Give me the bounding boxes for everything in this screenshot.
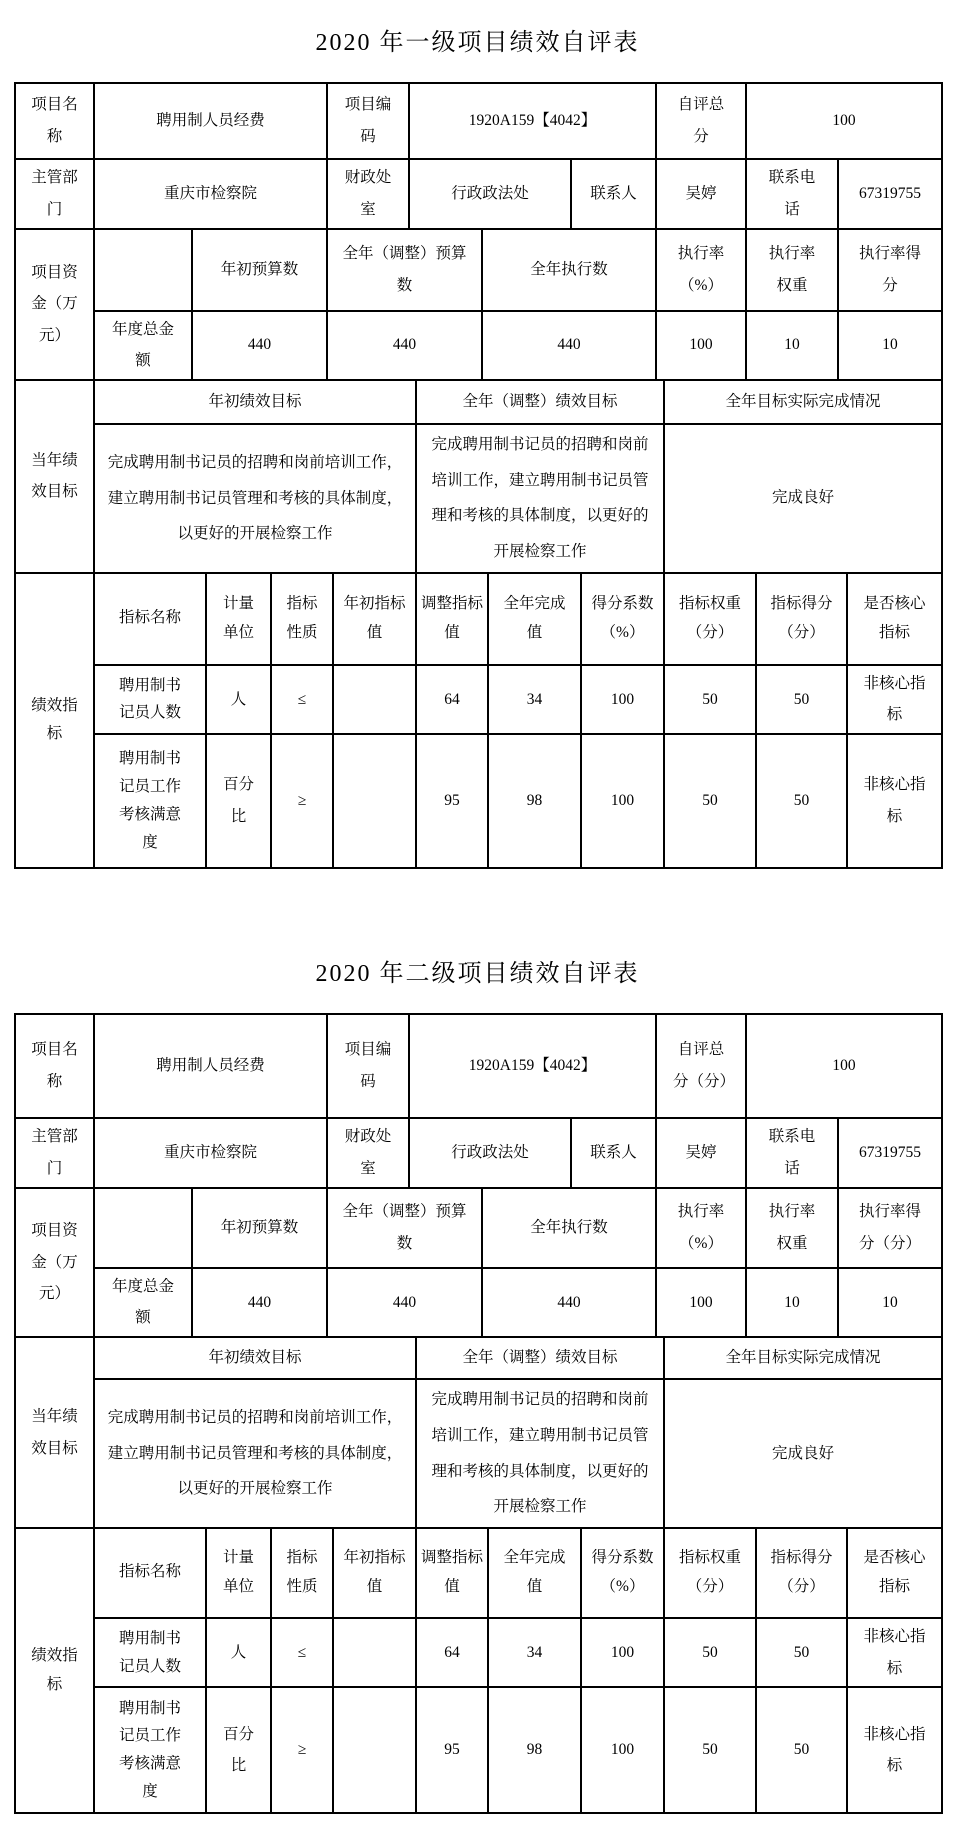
indicator-nature: ≥: [271, 1687, 333, 1813]
table-row: [15, 1337, 942, 1379]
funds-col-header-rate-score: 执行率得分: [838, 229, 942, 311]
indicator-score: 50: [756, 1618, 847, 1688]
goals-col-header-actual: 全年目标实际完成情况: [664, 1337, 942, 1379]
goal-adjusted-text: 完成聘用制书记员的招聘和岗前培训工作，建立聘用制书记员管理和考核的具体制度，以更好的开展检察工作: [416, 424, 664, 573]
indicator-name: 聘用制书记员工作考核满意度: [94, 1687, 206, 1813]
indicator-header-unit: 计量单位: [206, 1528, 271, 1618]
funds-col-header-rate-weight: 执行率权重: [746, 1188, 838, 1268]
funds-col-header-initial-budget: 年初预算数: [192, 229, 327, 311]
funds-value-rate-score: 10: [838, 1268, 942, 1338]
table-row: [15, 1268, 942, 1338]
annual-goals-section: [14, 379, 943, 574]
indicator-header-initial-value: 年初指标值: [333, 573, 416, 665]
funds-col-header-initial-budget: 年初预算数: [192, 1188, 327, 1268]
goals-section-label: 当年绩效目标: [15, 1337, 94, 1528]
funds-value-execution-rate: 100: [656, 311, 746, 381]
table-row: [15, 665, 942, 735]
project-code-label: 项目编码: [327, 83, 409, 159]
table-row: [15, 573, 942, 665]
indicator-header-score-coefficient: 得分系数（%）: [581, 573, 664, 665]
indicator-adjusted-value: 95: [416, 734, 488, 868]
finance-office-value: 行政政法处: [409, 159, 571, 229]
table-row: [15, 311, 942, 381]
contact-value: 吴婷: [656, 1118, 746, 1188]
goal-actual-text: 完成良好: [664, 424, 942, 573]
project-name-label: 项目名称: [15, 83, 94, 159]
funds-value-initial-budget: 440: [192, 1268, 327, 1338]
annual-goals-section: [14, 1336, 943, 1529]
funds-col-header-executed: 全年执行数: [482, 1188, 656, 1268]
goals-col-header-actual: 全年目标实际完成情况: [664, 380, 942, 424]
finance-office-value: 行政政法处: [409, 1118, 571, 1188]
goals-col-header-adjusted: 全年（调整）绩效目标: [416, 1337, 664, 1379]
table-row: [15, 1528, 942, 1618]
phone-label: 联系电话: [746, 1118, 838, 1188]
table-row: [15, 1687, 942, 1813]
table-row: [15, 1014, 942, 1118]
indicator-name: 聘用制书记员人数: [94, 1618, 206, 1688]
contact-value: 吴婷: [656, 159, 746, 229]
indicator-score: 50: [756, 665, 847, 735]
indicator-weight: 50: [664, 1687, 756, 1813]
indicator-unit: 百分比: [206, 734, 271, 868]
indicator-weight: 50: [664, 734, 756, 868]
project-info-section: [14, 82, 943, 230]
funds-value-rate-weight: 10: [746, 311, 838, 381]
project-code-label: 项目编码: [327, 1014, 409, 1118]
indicator-score-coefficient: 100: [581, 734, 664, 868]
indicator-header-weight: 指标权重（分）: [664, 1528, 756, 1618]
self-score-label: 自评总分（分）: [656, 1014, 746, 1118]
goal-adjusted-text: 完成聘用制书记员的招聘和岗前培训工作，建立聘用制书记员管理和考核的具体制度，以更好的开展检察工作: [416, 1379, 664, 1528]
indicators-section-label: 绩效指标: [15, 573, 94, 869]
indicator-adjusted-value: 64: [416, 665, 488, 735]
indicator-unit: 人: [206, 665, 271, 735]
indicator-initial-value: [333, 1687, 416, 1813]
indicator-header-score: 指标得分（分）: [756, 1528, 847, 1618]
indicator-header-score-coefficient: 得分系数（%）: [581, 1528, 664, 1618]
indicator-header-completed-value: 全年完成值: [488, 1528, 581, 1618]
indicator-is-core: 非核心指标: [847, 734, 942, 868]
funds-value-initial-budget: 440: [192, 311, 327, 381]
indicator-unit: 百分比: [206, 1687, 271, 1813]
funds-col-header-adjusted-budget: 全年（调整）预算数: [327, 1188, 482, 1268]
project-funds-section: [14, 228, 943, 382]
indicator-header-adjusted-value: 调整指标值: [416, 1528, 488, 1618]
table-row: [15, 1379, 942, 1528]
evaluation-table: [14, 1013, 941, 1814]
funds-value-rate-score: 10: [838, 311, 942, 381]
table-row: [15, 1188, 942, 1268]
funds-value-execution-rate: 100: [656, 1268, 746, 1338]
indicator-initial-value: [333, 665, 416, 735]
indicator-header-is-core: 是否核心指标: [847, 573, 942, 665]
funds-col-header-execution-rate: 执行率（%）: [656, 1188, 746, 1268]
indicator-name: 聘用制书记员人数: [94, 665, 206, 735]
indicator-nature: ≤: [271, 1618, 333, 1688]
indicator-header-adjusted-value: 调整指标值: [416, 573, 488, 665]
table-row: [15, 734, 942, 868]
funds-col-header-rate-weight: 执行率权重: [746, 229, 838, 311]
indicator-adjusted-value: 64: [416, 1618, 488, 1688]
dept-value: 重庆市检察院: [94, 1118, 327, 1188]
indicator-nature: ≤: [271, 665, 333, 735]
indicator-header-weight: 指标权重（分）: [664, 573, 756, 665]
indicator-score: 50: [756, 734, 847, 868]
indicators-section-label: 绩效指标: [15, 1528, 94, 1814]
table-row: [15, 424, 942, 573]
goal-actual-text: 完成良好: [664, 1379, 942, 1528]
indicator-name: 聘用制书记员工作考核满意度: [94, 734, 206, 868]
indicator-completed-value: 34: [488, 1618, 581, 1688]
indicator-nature: ≥: [271, 734, 333, 868]
project-funds-section: [14, 1187, 943, 1339]
table-row: [15, 1618, 942, 1688]
evaluation-table: [14, 82, 941, 869]
contact-label: 联系人: [571, 1118, 656, 1188]
project-code-value: 1920A159【4042】: [409, 1014, 656, 1118]
indicator-completed-value: 98: [488, 734, 581, 868]
project-code-value: 1920A159【4042】: [409, 83, 656, 159]
indicator-initial-value: [333, 734, 416, 868]
indicator-header-unit: 计量单位: [206, 573, 271, 665]
project-name-value: 聘用制人员经费: [94, 83, 327, 159]
indicator-header-nature: 指标性质: [271, 573, 333, 665]
indicator-header-initial-value: 年初指标值: [333, 1528, 416, 1618]
indicator-score: 50: [756, 1687, 847, 1813]
indicator-is-core: 非核心指标: [847, 665, 942, 735]
funds-row-label-annual-total: 年度总金额: [94, 1268, 192, 1338]
goals-col-header-adjusted: 全年（调整）绩效目标: [416, 380, 664, 424]
goals-col-header-initial: 年初绩效目标: [94, 380, 416, 424]
funds-col-header-execution-rate: 执行率（%）: [656, 229, 746, 311]
indicator-header-is-core: 是否核心指标: [847, 1528, 942, 1618]
evaluation-table-section: [14, 957, 941, 1814]
indicator-is-core: 非核心指标: [847, 1687, 942, 1813]
indicator-completed-value: 34: [488, 665, 581, 735]
self-score-label: 自评总分: [656, 83, 746, 159]
goals-section-label: 当年绩效目标: [15, 380, 94, 573]
funds-col-header-executed: 全年执行数: [482, 229, 656, 311]
table-title: 2020 年二级项目绩效自评表: [315, 961, 640, 988]
finance-office-label: 财政处室: [327, 159, 409, 229]
dept-label: 主管部门: [15, 1118, 94, 1188]
funds-col-header-adjusted-budget: 全年（调整）预算数: [327, 229, 482, 311]
indicator-score-coefficient: 100: [581, 1687, 664, 1813]
indicator-initial-value: [333, 1618, 416, 1688]
funds-empty-cell: [94, 1188, 192, 1268]
project-info-section: [14, 1013, 943, 1189]
funds-value-rate-weight: 10: [746, 1268, 838, 1338]
table-title: 2020 年一级项目绩效自评表: [315, 30, 640, 56]
indicator-header-name: 指标名称: [94, 1528, 206, 1618]
indicators-section: [14, 1527, 943, 1815]
funds-value-adjusted-budget: 440: [327, 311, 482, 381]
indicator-adjusted-value: 95: [416, 1687, 488, 1813]
funds-value-executed: 440: [482, 1268, 656, 1338]
indicator-unit: 人: [206, 1618, 271, 1688]
indicator-header-nature: 指标性质: [271, 1528, 333, 1618]
funds-section-label: 项目资金（万元）: [15, 229, 94, 381]
phone-value: 67319755: [838, 159, 942, 229]
table-row: [15, 229, 942, 311]
funds-empty-cell: [94, 229, 192, 311]
funds-row-label-annual-total: 年度总金额: [94, 311, 192, 381]
indicators-section: [14, 572, 943, 870]
goal-initial-text: 完成聘用制书记员的招聘和岗前培训工作，建立聘用制书记员管理和考核的具体制度，以更好的开展检察工作: [94, 424, 416, 573]
indicator-score-coefficient: 100: [581, 665, 664, 735]
project-name-label: 项目名称: [15, 1014, 94, 1118]
indicator-is-core: 非核心指标: [847, 1618, 942, 1688]
finance-office-label: 财政处室: [327, 1118, 409, 1188]
dept-value: 重庆市检察院: [94, 159, 327, 229]
funds-value-adjusted-budget: 440: [327, 1268, 482, 1338]
table-row: [15, 1118, 942, 1188]
phone-value: 67319755: [838, 1118, 942, 1188]
indicator-weight: 50: [664, 665, 756, 735]
indicator-score-coefficient: 100: [581, 1618, 664, 1688]
funds-col-header-rate-score: 执行率得分（分）: [838, 1188, 942, 1268]
evaluation-table-section: [14, 26, 941, 869]
table-row: [15, 380, 942, 424]
phone-label: 联系电话: [746, 159, 838, 229]
funds-section-label: 项目资金（万元）: [15, 1188, 94, 1338]
indicator-header-score: 指标得分（分）: [756, 573, 847, 665]
indicator-header-completed-value: 全年完成值: [488, 573, 581, 665]
self-score-value: 100: [746, 83, 942, 159]
dept-label: 主管部门: [15, 159, 94, 229]
contact-label: 联系人: [571, 159, 656, 229]
self-score-value: 100: [746, 1014, 942, 1118]
goal-initial-text: 完成聘用制书记员的招聘和岗前培训工作，建立聘用制书记员管理和考核的具体制度，以更好的开展检察工作: [94, 1379, 416, 1528]
indicator-header-name: 指标名称: [94, 573, 206, 665]
indicator-weight: 50: [664, 1618, 756, 1688]
funds-value-executed: 440: [482, 311, 656, 381]
project-name-value: 聘用制人员经费: [94, 1014, 327, 1118]
table-row: [15, 83, 942, 159]
indicator-completed-value: 98: [488, 1687, 581, 1813]
table-row: [15, 159, 942, 229]
goals-col-header-initial: 年初绩效目标: [94, 1337, 416, 1379]
